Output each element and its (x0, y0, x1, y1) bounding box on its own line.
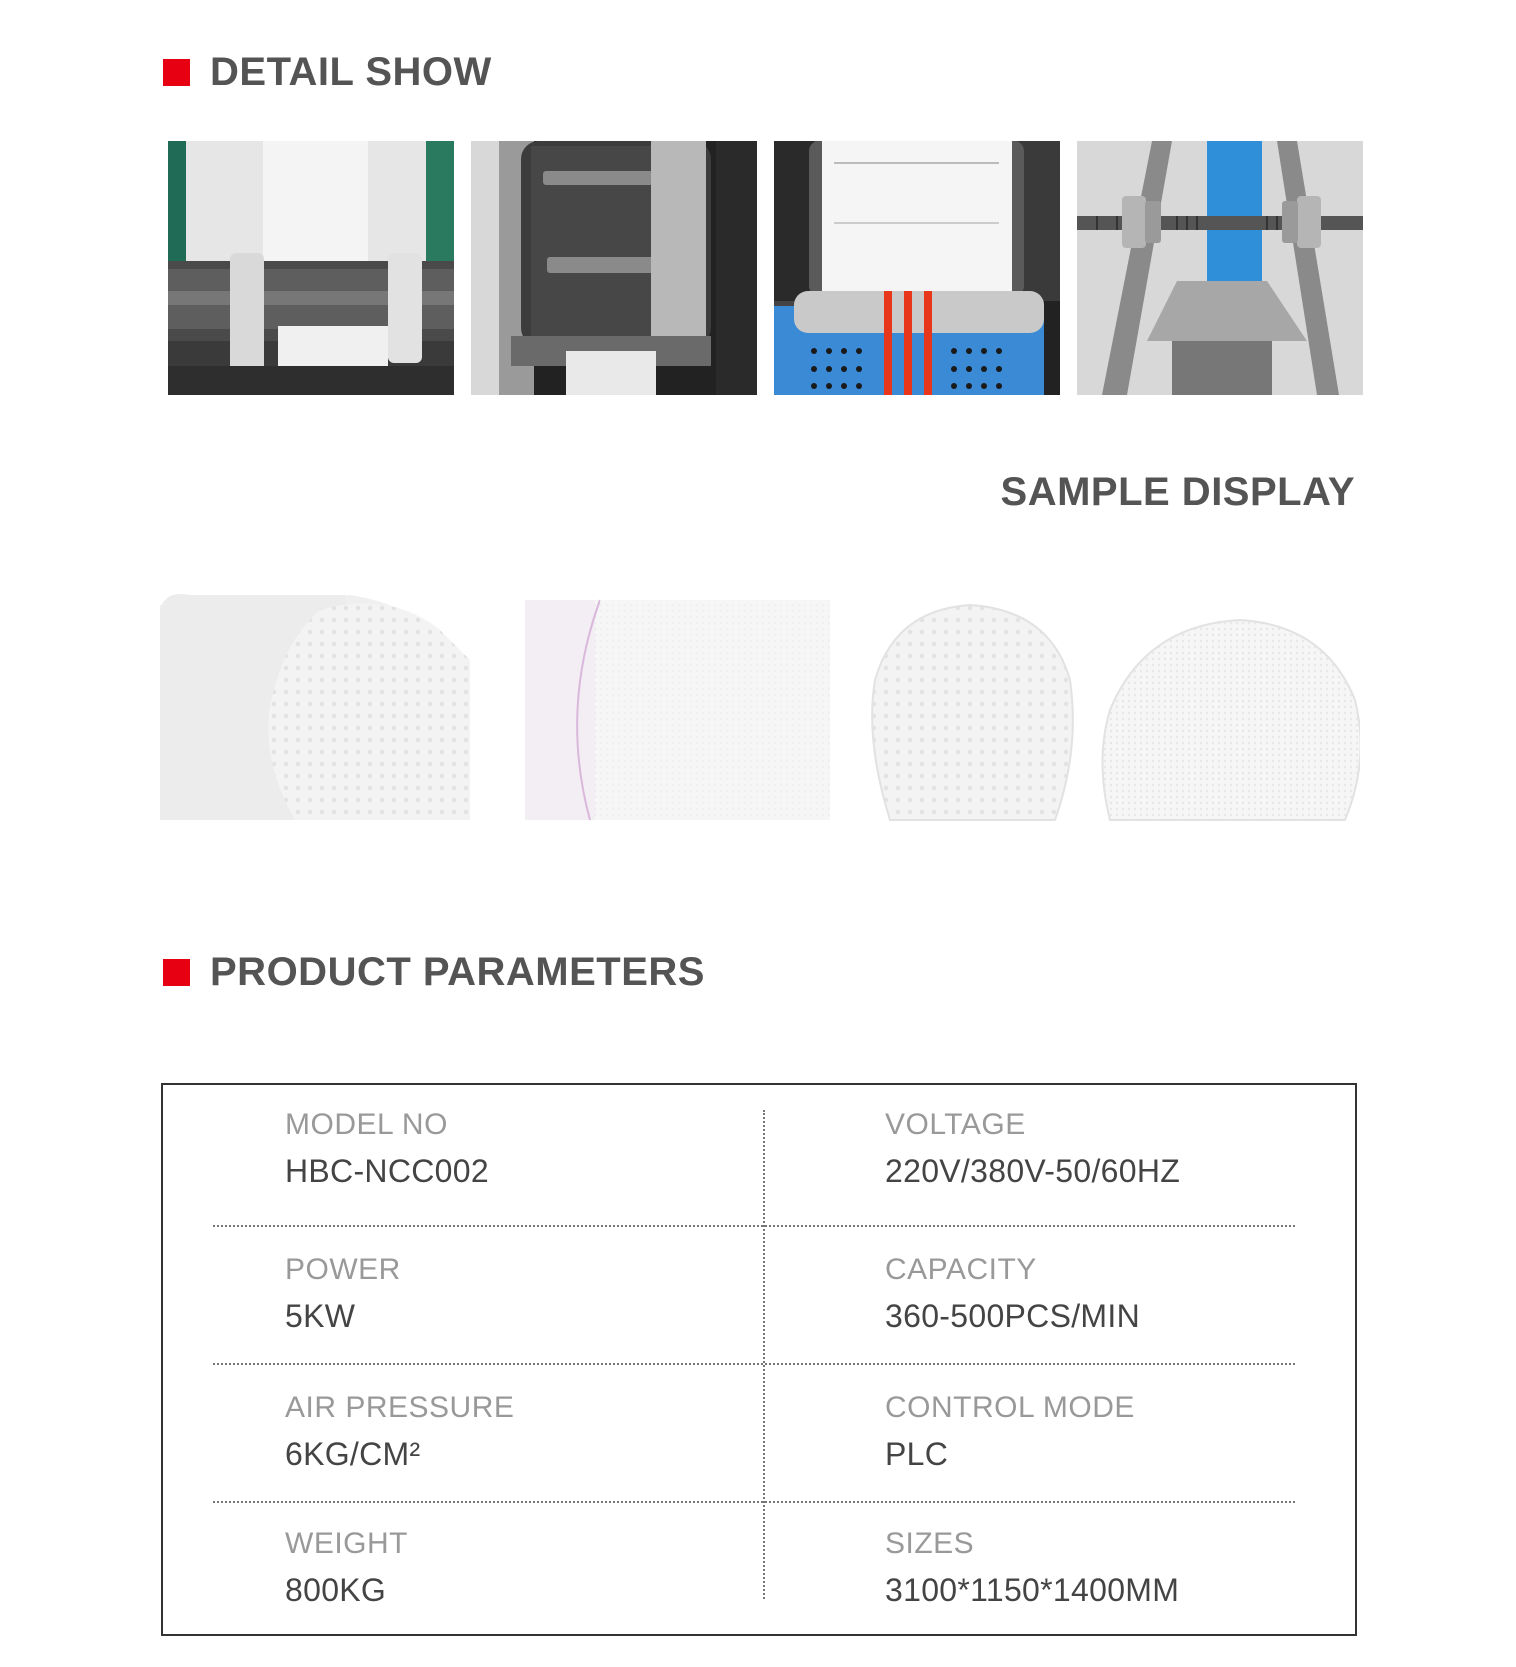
row-divider (213, 1363, 1295, 1365)
param-power (285, 1250, 785, 1336)
red-square-marker (163, 59, 190, 86)
param-capacity (885, 1250, 1385, 1336)
param-voltage (885, 1105, 1385, 1191)
param-air-pressure (285, 1388, 785, 1474)
param-value: 6KG/CM² (285, 1436, 421, 1472)
sample-closeup-pad (525, 600, 830, 820)
sample-image-row (160, 590, 1360, 830)
detail-photo-blue-belt-drum (774, 141, 1060, 395)
detail-photo-web-roller (168, 141, 454, 395)
param-control-mode (885, 1388, 1385, 1474)
detail-photo-embossing-drum (471, 141, 757, 395)
param-weight (285, 1524, 785, 1610)
param-label: CAPACITY (885, 1253, 1037, 1286)
detail-show-title: DETAIL SHOW (210, 50, 492, 94)
param-label: VOLTAGE (885, 1108, 1026, 1141)
param-value: 360-500PCS/MIN (885, 1298, 1140, 1334)
param-sizes (885, 1524, 1385, 1610)
product-parameters-heading (163, 950, 705, 995)
detail-photo-row (168, 141, 1363, 395)
param-value: HBC-NCC002 (285, 1153, 489, 1189)
param-value: 3100*1150*1400MM (885, 1572, 1180, 1608)
detail-photo-bolt-adjuster (1077, 141, 1363, 395)
param-label: WEIGHT (285, 1527, 408, 1560)
sample-circular-pad (1103, 620, 1361, 820)
param-label: MODEL NO (285, 1108, 448, 1141)
row-divider (213, 1225, 1295, 1227)
red-square-marker (163, 959, 190, 986)
sample-overlapping-pads (160, 594, 470, 820)
param-label: CONTROL MODE (885, 1391, 1135, 1424)
product-parameters-title: PRODUCT PARAMETERS (210, 950, 705, 994)
detail-show-heading (163, 50, 492, 95)
sample-display-title: SAMPLE DISPLAY (1000, 470, 1355, 514)
parameters-table (161, 1083, 1357, 1636)
param-value: PLC (885, 1436, 949, 1472)
param-value: 5KW (285, 1298, 356, 1334)
param-label: SIZES (885, 1527, 975, 1560)
row-divider (213, 1501, 1295, 1503)
param-value: 220V/380V-50/60HZ (885, 1153, 1181, 1189)
param-label: AIR PRESSURE (285, 1391, 515, 1424)
param-value: 800KG (285, 1572, 387, 1608)
sample-rounded-pad (872, 605, 1073, 820)
param-label: POWER (285, 1253, 401, 1286)
param-model-no (285, 1105, 785, 1191)
